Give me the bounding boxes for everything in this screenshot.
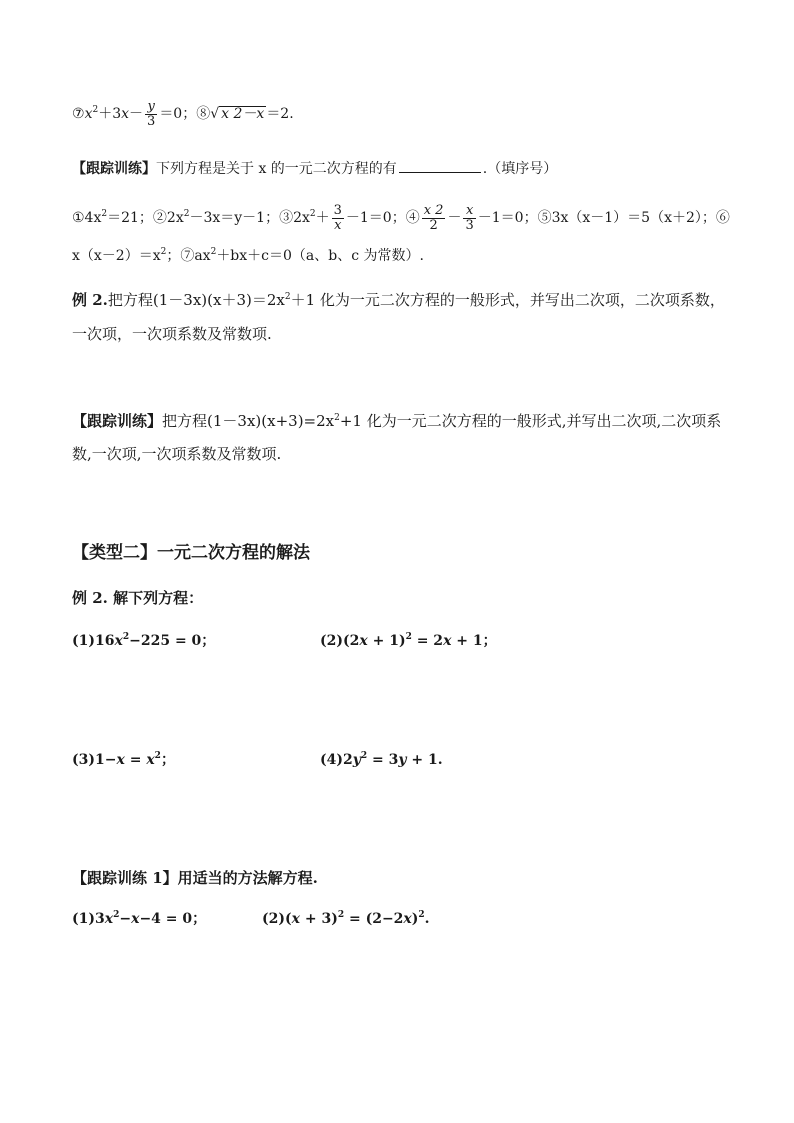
fraction-x2-over-2: $\frac{x 2}{2}$ xyxy=(423,203,444,233)
track-text: 数,一次项,一次项系数及常数项. xyxy=(72,445,282,463)
track-text: 把方程(1－3x)(x+3)=2x xyxy=(162,412,335,430)
example-2-line-2 xyxy=(72,327,272,342)
exercise-equation-1: $(1)3x^2-x-4 = 0$； xyxy=(72,910,207,927)
marker-8: ⑧ xyxy=(196,106,211,123)
example-label: 例 2. xyxy=(72,291,108,309)
minus: － xyxy=(129,106,144,123)
equation-1: $(1)16x^2-225 = 0$； xyxy=(72,632,216,649)
fraction-x-over-3: $\frac{x}{3}$ xyxy=(465,203,474,233)
track-exercise-1 xyxy=(72,160,557,176)
equation-list-line-2: $x(x-2)=x^2$；$⑦ax^2+bx+c=0(a$、b、c 为常数）. xyxy=(72,247,424,264)
equals-two: ＝2. xyxy=(266,106,294,123)
fraction-3-over-x: $\frac{3}{x}$ xyxy=(333,203,342,233)
track-exercise-2-line-2 xyxy=(72,447,281,462)
example-text: 把方程(1－3x)(x＋3)＝2x xyxy=(107,291,285,309)
example-2-line-1: 例 2.把方程$(1-3x)(x+3)=2x^2+1$ 化为一元二次方程的一般形式，并写出二次项，二次项系数， xyxy=(72,291,725,309)
equation-3: $(3)1-x = x^2$； xyxy=(72,751,175,768)
eq-item: －3x＝y－1；③2x xyxy=(189,210,310,227)
track-text: 下列方程是关于 x 的一元二次方程的有 xyxy=(156,161,397,177)
eq-item: －1＝0；④ xyxy=(345,210,420,227)
section-heading: 【类型二】一元二次方程的解法 xyxy=(72,543,310,563)
equation-4: $(4)2y^2 = 3y + 1$. xyxy=(320,751,443,768)
track-exercise-3 xyxy=(72,871,318,886)
eq-item: ；⑦ax xyxy=(166,248,211,264)
eq-item: －1＝0；⑤3x（x－1）＝5（x＋2）；⑥ xyxy=(477,210,730,227)
var-x: x xyxy=(121,106,130,123)
equation-list-line-1: $①4x^2=21$；$②2x^2-3x=y-1$；$③2x^2+$ $\frac{3}{x}$ －1＝0；④ $\frac{x 2}{2}$ － $\frac{x}{3}$ －1＝0；⑤3x（x－1）＝5（x＋2）；⑥ xyxy=(72,203,730,233)
equals-zero: ＝0； xyxy=(159,106,197,123)
exercise-equation-2: $(2)(x + 3)^2 = (2-2x)^2$. xyxy=(262,910,430,927)
track-tag: 【跟踪训练】 xyxy=(72,161,156,177)
example-text: ＋1 化为一元二次方程的一般形式，并写出二次项，二次项系数， xyxy=(290,291,725,309)
equation-2: $(2)(2x + 1)^2 = 2x + 1$； xyxy=(320,632,497,649)
example-text: 一次项，一次项系数及常数项. xyxy=(72,325,272,343)
track-tag: 【跟踪训练】 xyxy=(72,412,163,430)
track-text: +1 化为一元二次方程的一般形式,并写出二次项,二次项系 xyxy=(339,412,722,430)
sqrt-expression: √ x 2－x xyxy=(210,106,265,123)
fraction-y-over-3: $\frac{y}{3}$ xyxy=(147,99,156,129)
eq-item: ＋ xyxy=(315,210,330,227)
track-tag: 【跟踪训练 1】 xyxy=(72,869,178,887)
eq-item: ＋bx＋c＝0（a、b、c 为常数）. xyxy=(216,248,424,264)
eq-item: ＝21；②2x xyxy=(107,210,184,227)
eq-item: － xyxy=(447,210,462,227)
track-tail: .（填序号） xyxy=(482,161,558,177)
term: ＋3 xyxy=(98,106,122,123)
answer-blank[interactable] xyxy=(399,160,481,173)
exponent: 2 xyxy=(92,105,99,116)
track-text: 用适当的方法解方程. xyxy=(177,869,318,887)
eq-item: x（x－2）＝x xyxy=(72,248,161,264)
marker-7: ⑦ xyxy=(72,106,85,123)
eq-item: ①4x xyxy=(72,210,102,227)
track-exercise-2-line-1: 【跟踪训练】把方程$(1-3x)(x+3)=2x^2+1$ 化为一元二次方程的一般形式,并写出二次项,二次项系 xyxy=(72,412,722,430)
var-x: x xyxy=(84,106,93,123)
example-2-solve-label: 例 2. 解下列方程： xyxy=(72,589,204,607)
equation-line-7-8 xyxy=(72,100,294,128)
